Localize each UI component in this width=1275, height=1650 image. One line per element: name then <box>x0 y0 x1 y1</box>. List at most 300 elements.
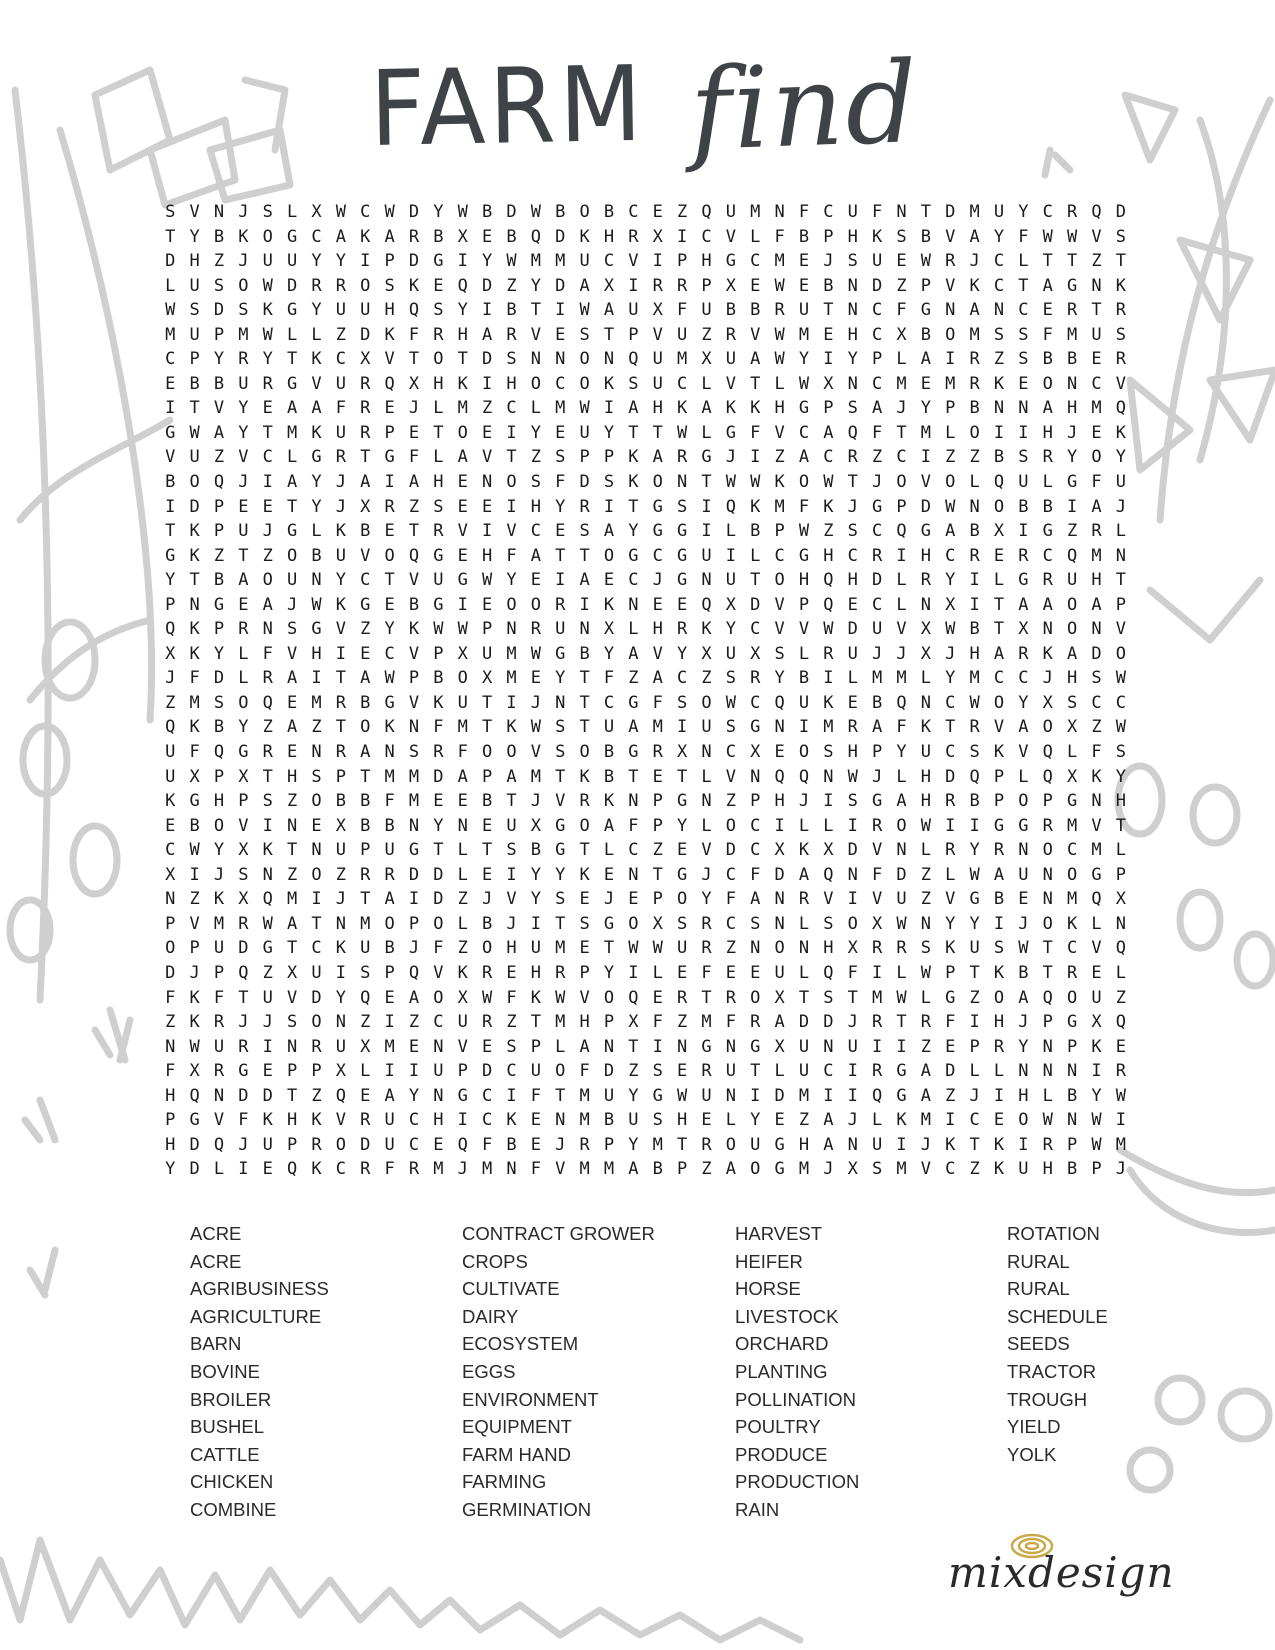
grid-letter: F <box>506 987 517 1008</box>
word-list-item: AGRICULTURE <box>190 1305 322 1327</box>
word-list-item: TRACTOR <box>1007 1360 1097 1382</box>
grid-letter: B <box>360 815 371 836</box>
grid-letter: K <box>262 840 273 861</box>
grid-letter: X <box>774 987 785 1008</box>
grid-letter: L <box>701 815 712 836</box>
grid-letter: O <box>506 742 517 763</box>
grid-letter: O <box>774 570 785 591</box>
grid-letter: D <box>165 962 176 983</box>
grid-letter: P <box>652 815 663 836</box>
grid-letter: N <box>847 275 858 296</box>
grid-letter: M <box>969 324 980 345</box>
grid-letter: V <box>725 226 736 247</box>
grid-letter: G <box>750 717 761 738</box>
grid-letter: A <box>750 889 761 910</box>
grid-letter: F <box>701 962 712 983</box>
grid-letter: V <box>555 1159 566 1180</box>
grid-letter: N <box>603 1036 615 1057</box>
grid-letter: T <box>262 766 273 787</box>
grid-letter: A <box>579 275 590 296</box>
grid-letter: J <box>871 643 883 664</box>
grid-letter: P <box>945 962 956 983</box>
grid-letter: M <box>603 1159 615 1180</box>
grid-letter: S <box>433 300 444 321</box>
grid-letter: G <box>652 521 663 542</box>
grid-letter: R <box>993 1036 1005 1057</box>
grid-letter: M <box>823 717 834 738</box>
grid-letter: V <box>798 619 810 640</box>
grid-row <box>158 495 1133 520</box>
grid-letter: M <box>457 717 468 738</box>
grid-letter: R <box>945 840 956 861</box>
grid-letter: X <box>1115 889 1126 910</box>
grid-letter: U <box>701 300 712 321</box>
grid-letter: B <box>1066 349 1078 370</box>
grid-letter: U <box>335 373 346 394</box>
grid-letter: Q <box>896 692 907 713</box>
grid-letter: L <box>920 840 931 861</box>
grid-letter: P <box>165 913 176 934</box>
grid-letter: C <box>993 668 1005 689</box>
word-list-item: CHICKEN <box>190 1471 274 1493</box>
grid-letter: S <box>628 373 639 394</box>
grid-letter: R <box>701 938 712 959</box>
grid-letter: A <box>408 987 420 1008</box>
grid-letter: N <box>262 619 273 640</box>
leaf-right-4 <box>1210 370 1275 440</box>
grid-letter: P <box>676 1159 688 1180</box>
grid-letter: R <box>798 889 810 910</box>
grid-letter: V <box>408 570 420 591</box>
grid-letter: U <box>676 938 688 959</box>
grid-letter: I <box>701 496 712 517</box>
grid-letter: W <box>481 987 493 1008</box>
grid-row <box>158 1059 1133 1084</box>
grid-letter: B <box>408 594 420 615</box>
grid-letter: A <box>652 668 663 689</box>
grid-letter: O <box>798 742 810 763</box>
grid-letter: H <box>286 766 298 787</box>
grid-letter: O <box>384 545 395 566</box>
grid-letter: Z <box>457 889 468 910</box>
grid-letter: T <box>701 987 712 1008</box>
grid-letter: V <box>945 889 956 910</box>
grid-letter: G <box>433 594 444 615</box>
grid-letter: S <box>847 791 858 812</box>
grid-letter: A <box>286 398 298 419</box>
grid-letter: F <box>457 742 468 763</box>
grid-row <box>158 887 1133 912</box>
grid-letter: M <box>286 889 298 910</box>
grid-letter: F <box>725 889 736 910</box>
grid-letter: P <box>993 791 1005 812</box>
grid-letter: W <box>823 472 834 493</box>
grid-letter: B <box>165 472 176 493</box>
grid-letter: C <box>165 840 176 861</box>
grid-letter: G <box>628 742 639 763</box>
grid-letter: V <box>725 766 736 787</box>
grid-letter: V <box>945 226 956 247</box>
grid-letter: O <box>676 889 688 910</box>
grid-letter: H <box>652 619 663 640</box>
grid-letter: R <box>750 1012 761 1033</box>
grid-letter: L <box>1042 1085 1053 1106</box>
grid-letter: M <box>408 791 420 812</box>
grid-letter: K <box>189 521 200 542</box>
grid-letter: K <box>408 275 420 296</box>
grid-letter: S <box>750 913 761 934</box>
grid-letter: K <box>725 398 736 419</box>
grid-letter: N <box>165 889 176 910</box>
grid-letter: E <box>603 570 615 591</box>
grid-letter: C <box>945 545 956 566</box>
grid-letter: U <box>750 1134 761 1155</box>
grid-letter: L <box>652 962 663 983</box>
grid-letter: V <box>360 545 371 566</box>
grid-letter: U <box>579 422 590 443</box>
grid-letter: G <box>384 447 395 468</box>
grid-letter: T <box>676 766 688 787</box>
word-list-item: HORSE <box>735 1278 801 1300</box>
grid-letter: H <box>1066 398 1078 419</box>
grid-letter: S <box>555 717 566 738</box>
grid-letter: A <box>1018 594 1029 615</box>
grid-letter: D <box>774 864 785 885</box>
grid-letter: J <box>603 889 615 910</box>
grid-letter: U <box>335 300 346 321</box>
grid-letter: Z <box>896 275 907 296</box>
grid-letter: B <box>360 791 371 812</box>
grid-letter: E <box>165 815 176 836</box>
grid-letter: G <box>896 1061 907 1082</box>
grid-letter: K <box>360 226 371 247</box>
grid-letter: U <box>457 692 468 713</box>
grid-letter: K <box>993 1159 1005 1180</box>
grid-letter: P <box>603 1012 615 1033</box>
grid-letter: B <box>530 840 541 861</box>
grid-letter: X <box>408 373 420 394</box>
grid-letter: M <box>871 668 883 689</box>
grid-letter: H <box>433 1110 444 1131</box>
grid-letter: P <box>628 324 639 345</box>
grid-letter: V <box>213 398 225 419</box>
grid-letter: Q <box>165 619 176 640</box>
grid-letter: X <box>823 840 834 861</box>
grid-letter: C <box>165 349 176 370</box>
grid-letter: P <box>286 1134 298 1155</box>
grid-letter: A <box>384 1085 395 1106</box>
grid-letter: P <box>530 1036 541 1057</box>
grid-letter: O <box>360 275 371 296</box>
grid-letter: S <box>823 742 834 763</box>
grid-letter: C <box>871 373 883 394</box>
grid-letter: U <box>628 1110 639 1131</box>
grid-letter: A <box>652 447 663 468</box>
grid-letter: F <box>555 472 566 493</box>
grid-letter: G <box>1018 570 1029 591</box>
grid-letter: N <box>1042 619 1053 640</box>
grid-letter: P <box>335 766 346 787</box>
word-list-item: SCHEDULE <box>1007 1305 1108 1327</box>
grid-letter: W <box>1018 938 1029 959</box>
grid-letter: M <box>798 324 810 345</box>
grid-letter: R <box>847 447 858 468</box>
grid-letter: Y <box>481 251 493 272</box>
grid-letter: I <box>847 815 858 836</box>
grid-letter: S <box>1018 447 1029 468</box>
grid-letter: W <box>774 275 785 296</box>
grid-letter: Z <box>213 251 225 272</box>
grid-letter: R <box>360 398 371 419</box>
grid-letter: N <box>408 717 420 738</box>
grid-letter: U <box>506 815 517 836</box>
grid-letter: L <box>603 840 615 861</box>
grid-letter: O <box>213 815 225 836</box>
grid-letter: O <box>311 791 322 812</box>
grid-letter: L <box>457 864 468 885</box>
grid-letter: R <box>1066 202 1078 222</box>
grid-letter: S <box>1091 668 1102 689</box>
grid-letter: G <box>1066 791 1078 812</box>
grid-letter: M <box>213 913 225 934</box>
grid-letter: J <box>847 1012 858 1033</box>
grid-letter: G <box>238 742 249 763</box>
grid-letter: I <box>506 1085 517 1106</box>
grid-letter: L <box>896 766 907 787</box>
grid-letter: E <box>725 962 736 983</box>
grid-letter: E <box>433 791 444 812</box>
grid-letter: K <box>579 766 590 787</box>
grid-letter: K <box>506 1110 517 1131</box>
grid-letter: U <box>725 643 736 664</box>
grid-letter: I <box>506 864 517 885</box>
grid-letter: D <box>481 275 493 296</box>
grid-letter: T <box>360 766 371 787</box>
grid-letter: R <box>579 1134 590 1155</box>
grid-letter: K <box>311 1159 322 1180</box>
grid-row <box>158 715 1133 740</box>
grid-letter: K <box>311 1110 322 1131</box>
grid-letter: C <box>798 422 810 443</box>
grid-letter: T <box>628 496 639 517</box>
grid-letter: P <box>969 1036 980 1057</box>
grid-letter: V <box>457 1036 468 1057</box>
grid-letter: I <box>457 594 468 615</box>
grid-letter: C <box>652 545 663 566</box>
grid-letter: Y <box>1018 202 1029 222</box>
grid-letter: H <box>165 1085 176 1106</box>
grid-letter: I <box>335 643 346 664</box>
grid-letter: O <box>1042 717 1053 738</box>
grid-letter: I <box>945 1110 956 1131</box>
grid-letter: W <box>1115 668 1126 689</box>
grid-letter: S <box>579 521 590 542</box>
grid-letter: U <box>725 349 736 370</box>
grid-letter: Y <box>725 619 736 640</box>
grid-letter: Z <box>262 962 273 983</box>
grid-letter: C <box>603 251 615 272</box>
grid-letter: C <box>335 1159 346 1180</box>
grid-letter: U <box>311 962 322 983</box>
word-list-item: PRODUCTION <box>735 1471 860 1493</box>
grid-letter: U <box>1091 324 1102 345</box>
grid-letter: E <box>1091 422 1102 443</box>
grid-letter: S <box>506 1036 517 1057</box>
grid-letter: L <box>774 373 785 394</box>
grid-letter: X <box>189 1061 200 1082</box>
grid-letter: J <box>262 1012 273 1033</box>
grid-letter: K <box>262 300 273 321</box>
grid-letter: F <box>481 1134 493 1155</box>
grid-letter: H <box>384 300 395 321</box>
grid-letter: N <box>1115 913 1126 934</box>
grid-letter: R <box>335 692 346 713</box>
grid-letter: J <box>408 938 420 959</box>
grid-letter: K <box>384 717 395 738</box>
grid-letter: I <box>725 545 736 566</box>
grid-letter: A <box>1091 496 1102 517</box>
grid-letter: Q <box>1115 938 1126 959</box>
grid-letter: T <box>603 324 615 345</box>
grid-letter: M <box>969 202 980 222</box>
grid-letter: G <box>360 594 371 615</box>
grid-letter: I <box>993 1085 1005 1106</box>
grid-letter: R <box>555 594 566 615</box>
grid-letter: N <box>165 1036 176 1057</box>
grid-letter: G <box>286 226 298 247</box>
grid-letter: T <box>189 570 200 591</box>
grid-letter: L <box>311 324 322 345</box>
grid-letter: N <box>847 373 858 394</box>
grid-letter: C <box>847 545 858 566</box>
grid-letter: N <box>896 840 907 861</box>
grid-letter: H <box>920 545 931 566</box>
grid-letter: Z <box>725 791 736 812</box>
grid-letter: U <box>286 570 298 591</box>
grid-letter: T <box>750 1061 761 1082</box>
grid-letter: V <box>457 521 468 542</box>
grid-letter: W <box>847 766 858 787</box>
grid-letter: G <box>457 1085 468 1106</box>
grid-letter: B <box>1042 496 1053 517</box>
grid-letter: E <box>238 496 249 517</box>
grid-letter: A <box>871 398 883 419</box>
grid-letter: D <box>725 840 736 861</box>
grid-letter: J <box>871 472 883 493</box>
grid-letter: U <box>530 1061 541 1082</box>
grid-letter: G <box>774 1134 785 1155</box>
grid-letter: A <box>384 889 395 910</box>
grid-letter: M <box>530 766 541 787</box>
grid-letter: L <box>1066 742 1078 763</box>
grid-letter: P <box>384 962 395 983</box>
word-list-item: PLANTING <box>735 1360 828 1382</box>
grid-letter: O <box>896 472 907 493</box>
grid-letter: T <box>165 226 176 247</box>
grid-letter: O <box>1115 643 1126 664</box>
grid-letter: O <box>481 742 493 763</box>
grid-letter: W <box>969 864 980 885</box>
grid-letter: U <box>360 938 371 959</box>
grid-letter: X <box>1091 1012 1102 1033</box>
grid-letter: T <box>628 1036 639 1057</box>
grid-letter: L <box>774 1061 785 1082</box>
grid-letter: C <box>628 840 639 861</box>
grid-letter: U <box>1091 987 1102 1008</box>
grid-letter: B <box>920 226 931 247</box>
grid-letter: A <box>823 1134 834 1155</box>
grid-letter: S <box>165 202 176 222</box>
grid-letter: E <box>847 692 858 713</box>
grid-letter: V <box>1091 226 1102 247</box>
grid-letter: U <box>871 251 883 272</box>
grid-letter: B <box>652 1159 663 1180</box>
grid-letter: U <box>433 570 444 591</box>
grid-row <box>158 765 1133 790</box>
grid-letter: N <box>1018 840 1029 861</box>
grid-letter: W <box>798 373 810 394</box>
grid-letter: P <box>1042 1012 1053 1033</box>
grid-letter: Y <box>774 668 785 689</box>
grid-letter: W <box>189 1036 200 1057</box>
grid-letter: G <box>1018 815 1029 836</box>
grid-letter: Y <box>555 496 566 517</box>
grid-letter: K <box>823 692 834 713</box>
grid-letter: I <box>993 913 1005 934</box>
grid-letter: A <box>920 1085 931 1106</box>
grid-letter: N <box>725 1036 736 1057</box>
grid-letter: Q <box>384 373 395 394</box>
grid-letter: U <box>1018 472 1029 493</box>
grid-letter: X <box>311 202 322 222</box>
grid-letter: A <box>506 766 517 787</box>
grid-letter: U <box>555 619 566 640</box>
grid-letter: U <box>1066 570 1078 591</box>
grid-letter: A <box>579 1036 590 1057</box>
grid-letter: C <box>725 742 736 763</box>
grid-letter: X <box>360 349 371 370</box>
grid-letter: J <box>457 1159 468 1180</box>
grid-letter: R <box>311 275 322 296</box>
grid-letter: O <box>725 815 736 836</box>
word-list-item: LIVESTOCK <box>735 1305 839 1327</box>
grid-letter: D <box>165 251 176 272</box>
word-list-item: SEEDS <box>1007 1333 1070 1355</box>
grid-letter: P <box>213 521 225 542</box>
grid-letter: C <box>1091 692 1102 713</box>
grid-letter: M <box>676 349 688 370</box>
grid-letter: I <box>676 226 688 247</box>
grid-letter: U <box>798 1061 810 1082</box>
grid-letter: P <box>1091 1159 1102 1180</box>
grid-letter: B <box>993 889 1005 910</box>
grid-letter: L <box>798 962 810 983</box>
grid-letter: V <box>481 447 493 468</box>
grid-letter: R <box>969 373 980 394</box>
seed-right-3 <box>1180 892 1220 948</box>
grid-letter: L <box>993 1061 1005 1082</box>
grid-letter: M <box>408 766 420 787</box>
grid-letter: J <box>530 791 541 812</box>
grid-row <box>158 691 1133 716</box>
grid-letter: V <box>311 373 322 394</box>
grid-letter: J <box>238 1134 249 1155</box>
grid-letter: T <box>847 987 858 1008</box>
grid-letter: B <box>603 202 615 222</box>
grid-letter: Q <box>871 1085 883 1106</box>
grid-letter: X <box>750 742 761 763</box>
grid-letter: Z <box>360 1012 371 1033</box>
